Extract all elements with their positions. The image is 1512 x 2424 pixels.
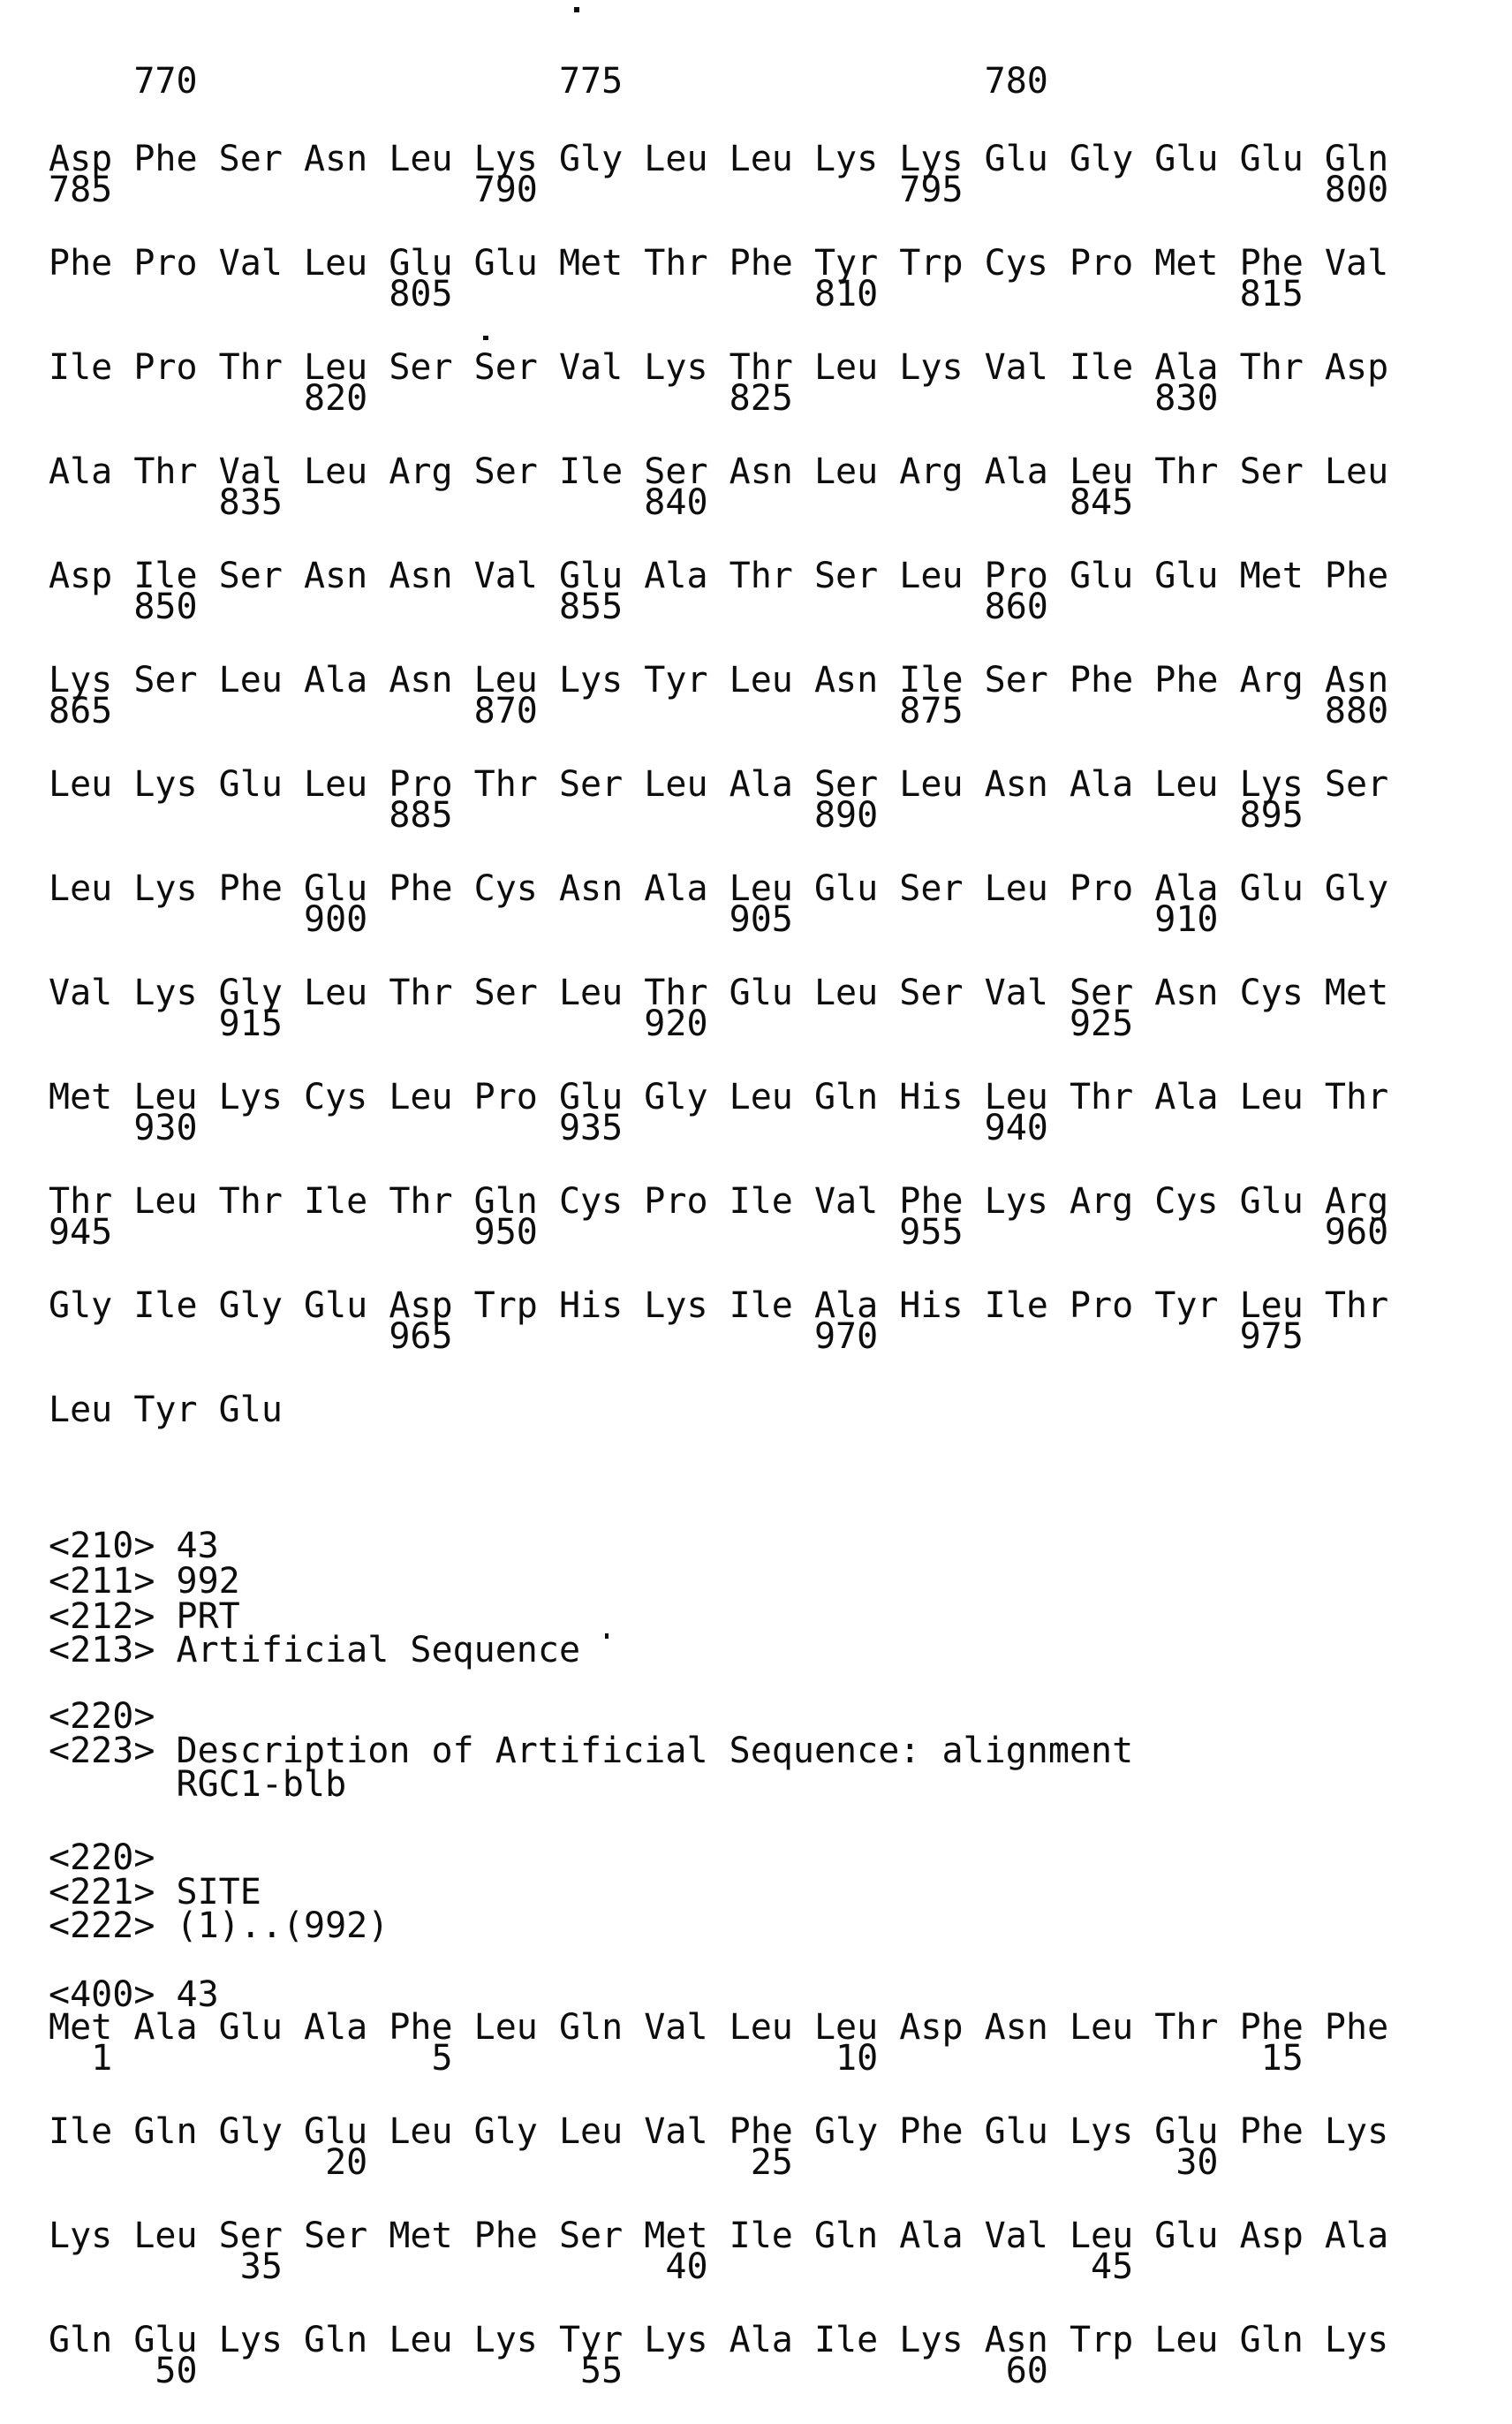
residue-row: Ile Gln Gly Glu Leu Gly Leu Val Phe Gly Phe Glu Lys Glu Phe Lys [49,2111,1389,2152]
residue-row: Thr Leu Thr Ile Thr Gln Cys Pro Ile Val Phe Lys Arg Cys Glu Arg [49,1181,1389,1222]
residue-numbers-row: 1 5 10 15 [49,2038,1304,2079]
residue-numbers-row: 900 905 910 [49,899,1219,940]
field-211-line: <211> 992 [49,1561,240,1602]
residue-numbers-row: 50 55 60 [49,2351,1048,2391]
residue-numbers-row: 820 825 830 [49,378,1219,419]
field-221-line: <221> SITE [49,1872,261,1913]
scan-artifact-dot [574,7,579,12]
residue-row: Ile Pro Thr Leu Ser Ser Val Lys Thr Leu Lys Val Ile Ala Thr Asp [49,347,1389,388]
residue-row: Leu Lys Phe Glu Phe Cys Asn Ala Leu Glu Ser Leu Pro Ala Glu Gly [49,868,1389,909]
residue-numbers-row-continued: 770 775 780 [49,61,1048,102]
residue-numbers-row: 915 920 925 [49,1004,1134,1044]
residue-numbers-row: 785 790 795 800 [49,170,1389,210]
residue-row: Leu Lys Glu Leu Pro Thr Ser Leu Ala Ser Leu Asn Ala Leu Lys Ser [49,764,1389,805]
field-222-line: <222> (1)..(992) [49,1905,389,1946]
residue-numbers-row: 835 840 845 [49,482,1134,523]
field-220-line: <220> [49,1837,155,1878]
residue-row: Lys Leu Ser Ser Met Phe Ser Met Ile Gln Ala Val Leu Glu Asp Ala [49,2216,1389,2256]
residue-numbers-row: 930 935 940 [49,1108,1048,1148]
residue-row: Gln Glu Lys Gln Leu Lys Tyr Lys Ala Ile Lys Asn Trp Leu Gln Lys [49,2320,1389,2360]
residue-numbers-row: 965 970 975 [49,1316,1304,1357]
residue-numbers-row: 850 855 860 [49,587,1048,627]
field-223-line: <223> Description of Artificial Sequence: alignment [49,1731,1134,1771]
residue-row: Asp Phe Ser Asn Leu Lys Gly Leu Leu Lys Lys Glu Gly Glu Glu Gln [49,139,1389,179]
residue-numbers-row: 865 870 875 880 [49,691,1389,731]
residue-row: Met Ala Glu Ala Phe Leu Gln Val Leu Leu Asp Asn Leu Thr Phe Phe [49,2007,1389,2048]
residue-row: Gly Ile Gly Glu Asp Trp His Lys Ile Ala His Ile Pro Tyr Leu Thr [49,1285,1389,1326]
residue-numbers-row: 35 40 45 [49,2246,1134,2287]
residue-numbers-row: 885 890 895 [49,795,1304,836]
residue-numbers-row: 20 25 30 [49,2142,1219,2183]
residue-row-tail: Leu Tyr Glu [49,1390,283,1430]
field-400-line: <400> 43 [49,1974,219,2015]
field-210-line: <210> 43 [49,1526,219,1566]
residue-row: Val Lys Gly Leu Thr Ser Leu Thr Glu Leu Ser Val Ser Asn Cys Met [49,973,1389,1013]
residue-row: Phe Pro Val Leu Glu Glu Met Thr Phe Tyr Trp Cys Pro Met Phe Val [49,243,1389,284]
residue-row: Lys Ser Leu Ala Asn Leu Lys Tyr Leu Asn Ile Ser Phe Phe Arg Asn [49,660,1389,701]
field-223-continuation-line: RGC1-blb [49,1764,347,1805]
residue-numbers-row: 945 950 955 960 [49,1212,1389,1253]
residue-row: Ala Thr Val Leu Arg Ser Ile Ser Asn Leu Arg Ala Leu Thr Ser Leu [49,451,1389,492]
field-220-line: <220> [49,1696,155,1737]
residue-numbers-row: 805 810 815 [49,274,1304,314]
field-212-line: <212> PRT [49,1596,240,1637]
scan-artifact-dot [483,336,488,340]
scan-artifact-dot [605,1633,609,1639]
residue-row: Met Leu Lys Cys Leu Pro Glu Gly Leu Gln His Leu Thr Ala Leu Thr [49,1077,1389,1117]
residue-row: Asp Ile Ser Asn Asn Val Glu Ala Thr Ser Leu Pro Glu Glu Met Phe [49,556,1389,596]
field-213-line: <213> Artificial Sequence [49,1630,581,1670]
